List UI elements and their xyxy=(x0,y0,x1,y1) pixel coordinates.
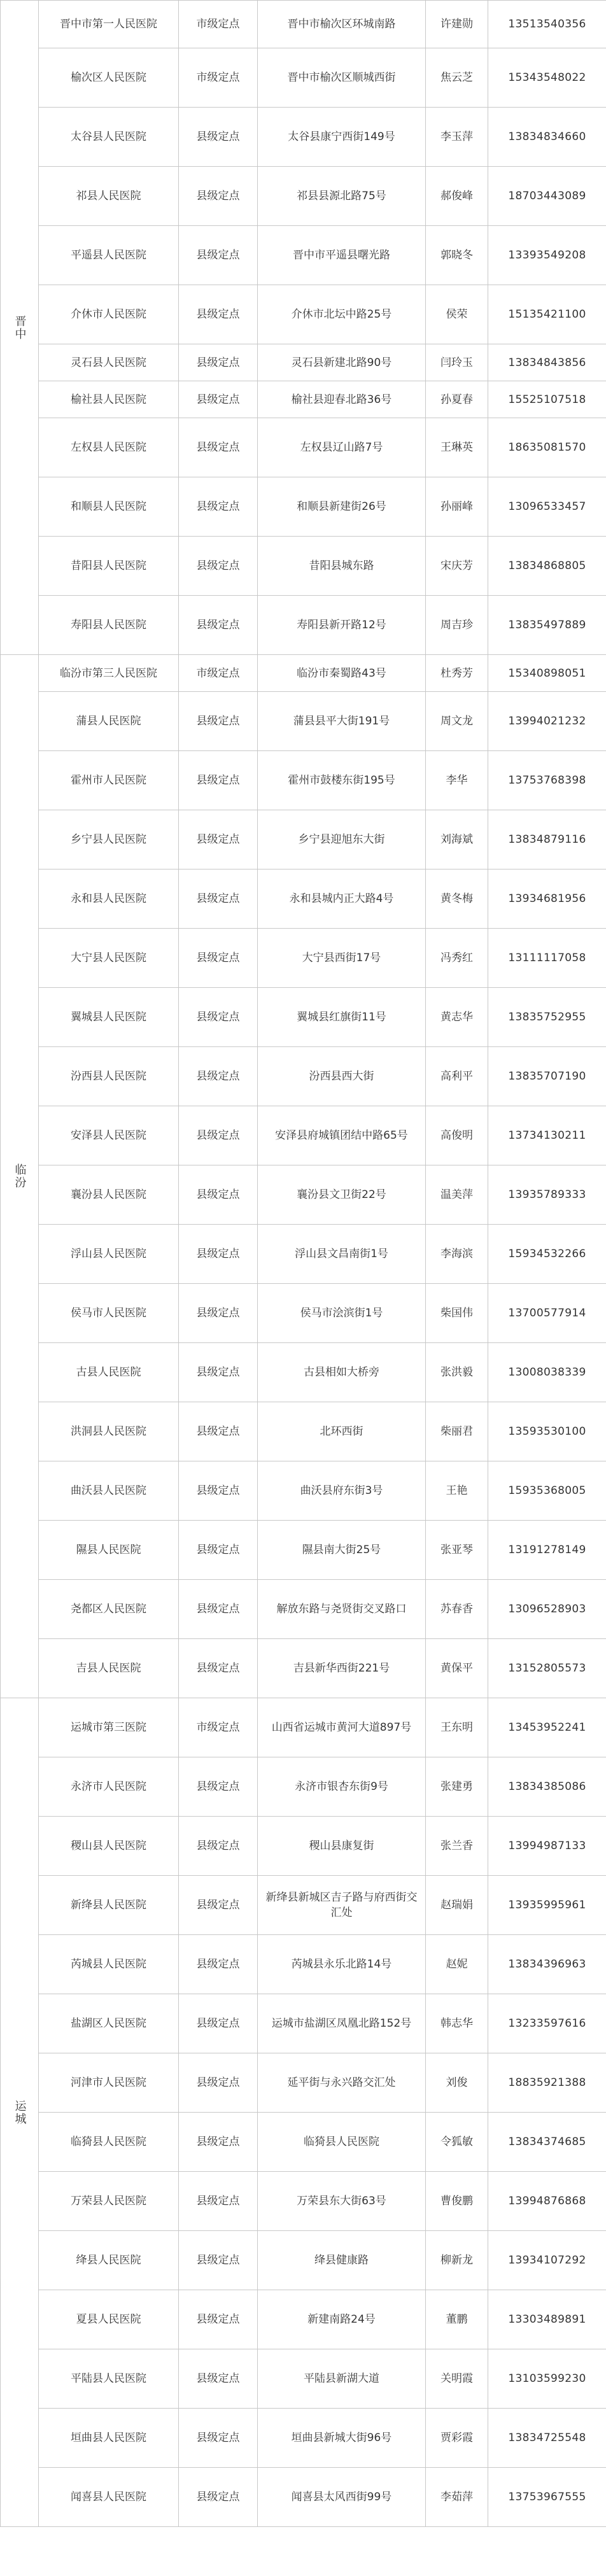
phone-cell: 13513540356 xyxy=(488,1,606,48)
hospital-cell: 隰县人民医院 xyxy=(39,1521,179,1580)
contact-cell: 张洪毅 xyxy=(426,1343,488,1402)
address-cell: 昔阳县城东路 xyxy=(258,537,426,596)
level-cell: 县级定点 xyxy=(179,1225,258,1284)
address-cell: 乡宁县迎旭东大街 xyxy=(258,810,426,869)
contact-cell: 张建勇 xyxy=(426,1757,488,1817)
table-row xyxy=(1,1343,606,1402)
contact-cell: 孙丽峰 xyxy=(426,477,488,537)
table-row xyxy=(1,751,606,810)
contact-cell: 黄志华 xyxy=(426,988,488,1047)
address-cell: 万荣县东大街63号 xyxy=(258,2172,426,2231)
address-cell: 翼城县红旗街11号 xyxy=(258,988,426,1047)
table-row xyxy=(1,869,606,929)
table-row xyxy=(1,477,606,537)
hospital-cell: 绛县人民医院 xyxy=(39,2231,179,2290)
contact-cell: 李玉萍 xyxy=(426,108,488,167)
level-cell: 县级定点 xyxy=(179,2053,258,2113)
address-cell: 太谷县康宁西街149号 xyxy=(258,108,426,167)
hospital-cell: 运城市第三医院 xyxy=(39,1698,179,1757)
level-cell: 县级定点 xyxy=(179,1521,258,1580)
table-row xyxy=(1,1639,606,1698)
contact-cell: 黄冬梅 xyxy=(426,869,488,929)
contact-cell: 张亚琴 xyxy=(426,1521,488,1580)
contact-cell: 李茹萍 xyxy=(426,2468,488,2527)
address-cell: 绛县健康路 xyxy=(258,2231,426,2290)
hospital-cell: 古县人民医院 xyxy=(39,1343,179,1402)
phone-cell: 18835921388 xyxy=(488,2053,606,2113)
contact-cell: 杜秀芳 xyxy=(426,655,488,692)
phone-cell: 13753768398 xyxy=(488,751,606,810)
level-cell: 县级定点 xyxy=(179,2468,258,2527)
phone-cell: 15934532266 xyxy=(488,1225,606,1284)
address-cell: 晋中市榆次区顺城西街 xyxy=(258,48,426,108)
level-cell: 县级定点 xyxy=(179,1757,258,1817)
phone-cell: 13753967555 xyxy=(488,2468,606,2527)
table-row xyxy=(1,1580,606,1639)
phone-cell: 13303489891 xyxy=(488,2290,606,2349)
phone-cell: 18635081570 xyxy=(488,418,606,477)
level-cell: 县级定点 xyxy=(179,226,258,285)
level-cell: 县级定点 xyxy=(179,1106,258,1165)
phone-cell: 13103599230 xyxy=(488,2349,606,2409)
hospital-cell: 侯马市人民医院 xyxy=(39,1284,179,1343)
contact-cell: 苏春香 xyxy=(426,1580,488,1639)
contact-cell: 柴丽君 xyxy=(426,1402,488,1461)
contact-cell: 曹俊鹏 xyxy=(426,2172,488,2231)
hospital-cell: 榆社县人民医院 xyxy=(39,381,179,418)
table-row xyxy=(1,1165,606,1225)
table-row xyxy=(1,1521,606,1580)
address-cell: 稷山县康复街 xyxy=(258,1817,426,1876)
address-cell: 隰县南大街25号 xyxy=(258,1521,426,1580)
contact-cell: 董鹏 xyxy=(426,2290,488,2349)
table-row xyxy=(1,2290,606,2349)
level-cell: 县级定点 xyxy=(179,167,258,226)
level-cell: 县级定点 xyxy=(179,988,258,1047)
phone-cell: 15343548022 xyxy=(488,48,606,108)
address-cell: 祁县县源北路75号 xyxy=(258,167,426,226)
hospital-cell: 盐湖区人民医院 xyxy=(39,1994,179,2053)
hospital-cell: 灵石县人民医院 xyxy=(39,344,179,381)
contact-cell: 赵瑞娟 xyxy=(426,1876,488,1935)
address-cell: 晋中市平遥县曙光路 xyxy=(258,226,426,285)
address-cell: 平陆县新湖大道 xyxy=(258,2349,426,2409)
table-row xyxy=(1,988,606,1047)
level-cell: 县级定点 xyxy=(179,692,258,751)
hospital-cell: 太谷县人民医院 xyxy=(39,108,179,167)
level-cell: 县级定点 xyxy=(179,1580,258,1639)
contact-cell: 郭晓冬 xyxy=(426,226,488,285)
address-cell: 垣曲县新城大街96号 xyxy=(258,2409,426,2468)
address-cell: 介休市北坛中路25号 xyxy=(258,285,426,344)
table-row xyxy=(1,344,606,381)
phone-cell: 13096528903 xyxy=(488,1580,606,1639)
phone-cell: 13700577914 xyxy=(488,1284,606,1343)
phone-cell: 13834868805 xyxy=(488,537,606,596)
table-row xyxy=(1,2172,606,2231)
address-cell: 榆社县迎春北路36号 xyxy=(258,381,426,418)
hospital-cell: 乡宁县人民医院 xyxy=(39,810,179,869)
address-cell: 山西省运城市黄河大道897号 xyxy=(258,1698,426,1757)
address-cell: 解放东路与尧贤街交叉路口 xyxy=(258,1580,426,1639)
level-cell: 县级定点 xyxy=(179,1994,258,2053)
phone-cell: 13834725548 xyxy=(488,2409,606,2468)
contact-cell: 王艳 xyxy=(426,1461,488,1521)
address-cell: 运城市盐湖区凤凰北路152号 xyxy=(258,1994,426,2053)
contact-cell: 韩志华 xyxy=(426,1994,488,2053)
table-row xyxy=(1,1225,606,1284)
address-cell: 闻喜县太风西街99号 xyxy=(258,2468,426,2527)
table-row xyxy=(1,1698,606,1757)
level-cell: 县级定点 xyxy=(179,751,258,810)
level-cell: 市级定点 xyxy=(179,1,258,48)
table-row xyxy=(1,167,606,226)
table-row xyxy=(1,1106,606,1165)
hospital-cell: 夏县人民医院 xyxy=(39,2290,179,2349)
hospital-cell: 翼城县人民医院 xyxy=(39,988,179,1047)
address-cell: 永和县城内正大路4号 xyxy=(258,869,426,929)
contact-cell: 关明霞 xyxy=(426,2349,488,2409)
contact-cell: 王东明 xyxy=(426,1698,488,1757)
table-row xyxy=(1,692,606,751)
phone-cell: 13834396963 xyxy=(488,1935,606,1994)
phone-cell: 13835752955 xyxy=(488,988,606,1047)
hospital-cell: 平遥县人民医院 xyxy=(39,226,179,285)
level-cell: 县级定点 xyxy=(179,1402,258,1461)
table-row xyxy=(1,1461,606,1521)
table-row xyxy=(1,285,606,344)
level-cell: 市级定点 xyxy=(179,1698,258,1757)
table-row xyxy=(1,418,606,477)
level-cell: 县级定点 xyxy=(179,1935,258,1994)
table-row xyxy=(1,48,606,108)
phone-cell: 15935368005 xyxy=(488,1461,606,1521)
address-cell: 吉县新华西街221号 xyxy=(258,1639,426,1698)
table-row xyxy=(1,810,606,869)
hospital-cell: 永济市人民医院 xyxy=(39,1757,179,1817)
address-cell: 延平街与永兴路交汇处 xyxy=(258,2053,426,2113)
region-cell: 运城 xyxy=(1,1698,39,2527)
contact-cell: 柴国伟 xyxy=(426,1284,488,1343)
hospital-cell: 万荣县人民医院 xyxy=(39,2172,179,2231)
hospital-cell: 左权县人民医院 xyxy=(39,418,179,477)
table-row xyxy=(1,1284,606,1343)
level-cell: 县级定点 xyxy=(179,929,258,988)
address-cell: 北环西街 xyxy=(258,1402,426,1461)
phone-cell: 13935995961 xyxy=(488,1876,606,1935)
hospital-cell: 蒲县人民医院 xyxy=(39,692,179,751)
phone-cell: 13935789333 xyxy=(488,1165,606,1225)
contact-cell: 贾彩霞 xyxy=(426,2409,488,2468)
phone-cell: 13934107292 xyxy=(488,2231,606,2290)
level-cell: 县级定点 xyxy=(179,1817,258,1876)
hospital-cell: 尧都区人民医院 xyxy=(39,1580,179,1639)
hospital-cell: 介休市人民医院 xyxy=(39,285,179,344)
hospital-cell: 襄汾县人民医院 xyxy=(39,1165,179,1225)
hospital-cell: 榆次区人民医院 xyxy=(39,48,179,108)
level-cell: 县级定点 xyxy=(179,1343,258,1402)
phone-cell: 13994876868 xyxy=(488,2172,606,2231)
phone-cell: 18703443089 xyxy=(488,167,606,226)
contact-cell: 焦云芝 xyxy=(426,48,488,108)
hospital-cell: 芮城县人民医院 xyxy=(39,1935,179,1994)
hospital-cell: 河津市人民医院 xyxy=(39,2053,179,2113)
address-cell: 大宁县西街17号 xyxy=(258,929,426,988)
level-cell: 县级定点 xyxy=(179,2113,258,2172)
table-row xyxy=(1,2231,606,2290)
address-cell: 寿阳县新开路12号 xyxy=(258,596,426,655)
hospital-cell: 霍州市人民医院 xyxy=(39,751,179,810)
phone-cell: 13834879116 xyxy=(488,810,606,869)
table-row xyxy=(1,1935,606,1994)
table-row xyxy=(1,1994,606,2053)
table-row xyxy=(1,2113,606,2172)
phone-cell: 13191278149 xyxy=(488,1521,606,1580)
address-cell: 襄汾县文卫街22号 xyxy=(258,1165,426,1225)
level-cell: 县级定点 xyxy=(179,1047,258,1106)
hospital-cell: 临汾市第三人民医院 xyxy=(39,655,179,692)
level-cell: 县级定点 xyxy=(179,537,258,596)
contact-cell: 冯秀红 xyxy=(426,929,488,988)
address-cell: 侯马市浍滨街1号 xyxy=(258,1284,426,1343)
phone-cell: 13593530100 xyxy=(488,1402,606,1461)
table-row xyxy=(1,1047,606,1106)
level-cell: 县级定点 xyxy=(179,2172,258,2231)
phone-cell: 13994987133 xyxy=(488,1817,606,1876)
contact-cell: 闫玲玉 xyxy=(426,344,488,381)
phone-cell: 13152805573 xyxy=(488,1639,606,1698)
table-row xyxy=(1,1402,606,1461)
phone-cell: 15340898051 xyxy=(488,655,606,692)
phone-cell: 15525107518 xyxy=(488,381,606,418)
table-row xyxy=(1,108,606,167)
table-row xyxy=(1,1817,606,1876)
table-row xyxy=(1,226,606,285)
level-cell: 县级定点 xyxy=(179,418,258,477)
level-cell: 市级定点 xyxy=(179,655,258,692)
phone-cell: 13453952241 xyxy=(488,1698,606,1757)
address-cell: 临汾市秦蜀路43号 xyxy=(258,655,426,692)
table-row xyxy=(1,1,606,48)
contact-cell: 刘海斌 xyxy=(426,810,488,869)
table-row xyxy=(1,596,606,655)
phone-cell: 15135421100 xyxy=(488,285,606,344)
contact-cell: 令狐敏 xyxy=(426,2113,488,2172)
phone-cell: 13008038339 xyxy=(488,1343,606,1402)
phone-cell: 13734130211 xyxy=(488,1106,606,1165)
hospital-cell: 安泽县人民医院 xyxy=(39,1106,179,1165)
contact-cell: 周文龙 xyxy=(426,692,488,751)
level-cell: 县级定点 xyxy=(179,344,258,381)
level-cell: 县级定点 xyxy=(179,2290,258,2349)
address-cell: 左权县辽山路7号 xyxy=(258,418,426,477)
table-body xyxy=(1,1,606,2527)
hospital-cell: 洪洞县人民医院 xyxy=(39,1402,179,1461)
table-row xyxy=(1,929,606,988)
address-cell: 灵石县新建北路90号 xyxy=(258,344,426,381)
address-cell: 晋中市榆次区环城南路 xyxy=(258,1,426,48)
table-row xyxy=(1,2349,606,2409)
address-cell: 汾西县西大街 xyxy=(258,1047,426,1106)
address-cell: 临猗县人民医院 xyxy=(258,2113,426,2172)
hospital-cell: 昔阳县人民医院 xyxy=(39,537,179,596)
hospital-cell: 稷山县人民医院 xyxy=(39,1817,179,1876)
contact-cell: 许建勋 xyxy=(426,1,488,48)
level-cell: 市级定点 xyxy=(179,48,258,108)
table-row xyxy=(1,2468,606,2527)
level-cell: 县级定点 xyxy=(179,1639,258,1698)
table-row xyxy=(1,2409,606,2468)
address-cell: 永济市银杏东街9号 xyxy=(258,1757,426,1817)
hospital-cell: 垣曲县人民医院 xyxy=(39,2409,179,2468)
phone-cell: 13393549208 xyxy=(488,226,606,285)
level-cell: 县级定点 xyxy=(179,2409,258,2468)
table-row xyxy=(1,1876,606,1935)
phone-cell: 13835707190 xyxy=(488,1047,606,1106)
hospital-cell: 祁县人民医院 xyxy=(39,167,179,226)
contact-cell: 孙夏春 xyxy=(426,381,488,418)
table-row xyxy=(1,2053,606,2113)
address-cell: 蒲县县平大街191号 xyxy=(258,692,426,751)
contact-cell: 黄保平 xyxy=(426,1639,488,1698)
hospital-cell: 晋中市第一人民医院 xyxy=(39,1,179,48)
level-cell: 县级定点 xyxy=(179,869,258,929)
hospital-cell: 浮山县人民医院 xyxy=(39,1225,179,1284)
table-row xyxy=(1,537,606,596)
level-cell: 县级定点 xyxy=(179,2349,258,2409)
contact-cell: 高俊明 xyxy=(426,1106,488,1165)
address-cell: 安泽县府城镇团结中路65号 xyxy=(258,1106,426,1165)
address-cell: 芮城县永乐北路14号 xyxy=(258,1935,426,1994)
phone-cell: 13233597616 xyxy=(488,1994,606,2053)
hospital-cell: 寿阳县人民医院 xyxy=(39,596,179,655)
phone-cell: 13835497889 xyxy=(488,596,606,655)
phone-cell: 13834834660 xyxy=(488,108,606,167)
phone-cell: 13994021232 xyxy=(488,692,606,751)
address-cell: 浮山县文昌南街1号 xyxy=(258,1225,426,1284)
level-cell: 县级定点 xyxy=(179,1461,258,1521)
address-cell: 新建南路24号 xyxy=(258,2290,426,2349)
hospital-cell: 吉县人民医院 xyxy=(39,1639,179,1698)
level-cell: 县级定点 xyxy=(179,477,258,537)
contact-cell: 高利平 xyxy=(426,1047,488,1106)
address-cell: 古县相如大桥旁 xyxy=(258,1343,426,1402)
address-cell: 和顺县新建街26号 xyxy=(258,477,426,537)
hospital-cell: 和顺县人民医院 xyxy=(39,477,179,537)
contact-cell: 赵妮 xyxy=(426,1935,488,1994)
level-cell: 县级定点 xyxy=(179,108,258,167)
hospital-cell: 永和县人民医院 xyxy=(39,869,179,929)
table-row xyxy=(1,1757,606,1817)
table-row xyxy=(1,381,606,418)
hospital-cell: 曲沃县人民医院 xyxy=(39,1461,179,1521)
address-cell: 曲沃县府东街3号 xyxy=(258,1461,426,1521)
hospital-cell: 新绛县人民医院 xyxy=(39,1876,179,1935)
table-row xyxy=(1,655,606,692)
level-cell: 县级定点 xyxy=(179,1165,258,1225)
region-cell: 晋中 xyxy=(1,1,39,655)
contact-cell: 李海滨 xyxy=(426,1225,488,1284)
level-cell: 县级定点 xyxy=(179,596,258,655)
contact-cell: 李华 xyxy=(426,751,488,810)
level-cell: 县级定点 xyxy=(179,285,258,344)
phone-cell: 13934681956 xyxy=(488,869,606,929)
address-cell: 霍州市鼓楼东街195号 xyxy=(258,751,426,810)
contact-cell: 侯荣 xyxy=(426,285,488,344)
level-cell: 县级定点 xyxy=(179,2231,258,2290)
phone-cell: 13834843856 xyxy=(488,344,606,381)
level-cell: 县级定点 xyxy=(179,381,258,418)
address-cell: 新绛县新城区吉子路与府西街交汇处 xyxy=(258,1876,426,1935)
contact-cell: 温美萍 xyxy=(426,1165,488,1225)
contact-cell: 王琳英 xyxy=(426,418,488,477)
level-cell: 县级定点 xyxy=(179,1876,258,1935)
phone-cell: 13834374685 xyxy=(488,2113,606,2172)
hospital-cell: 闻喜县人民医院 xyxy=(39,2468,179,2527)
phone-cell: 13111117058 xyxy=(488,929,606,988)
level-cell: 县级定点 xyxy=(179,1284,258,1343)
level-cell: 县级定点 xyxy=(179,810,258,869)
contact-cell: 宋庆芳 xyxy=(426,537,488,596)
phone-cell: 13096533457 xyxy=(488,477,606,537)
contact-cell: 郝俊峰 xyxy=(426,167,488,226)
contact-cell: 柳新龙 xyxy=(426,2231,488,2290)
contact-cell: 刘俊 xyxy=(426,2053,488,2113)
hospital-cell: 临猗县人民医院 xyxy=(39,2113,179,2172)
region-cell: 临汾 xyxy=(1,655,39,1698)
contact-cell: 张兰香 xyxy=(426,1817,488,1876)
hospital-cell: 汾西县人民医院 xyxy=(39,1047,179,1106)
contact-cell: 周吉珍 xyxy=(426,596,488,655)
hospital-cell: 平陆县人民医院 xyxy=(39,2349,179,2409)
hospital-cell: 大宁县人民医院 xyxy=(39,929,179,988)
phone-cell: 13834385086 xyxy=(488,1757,606,1817)
